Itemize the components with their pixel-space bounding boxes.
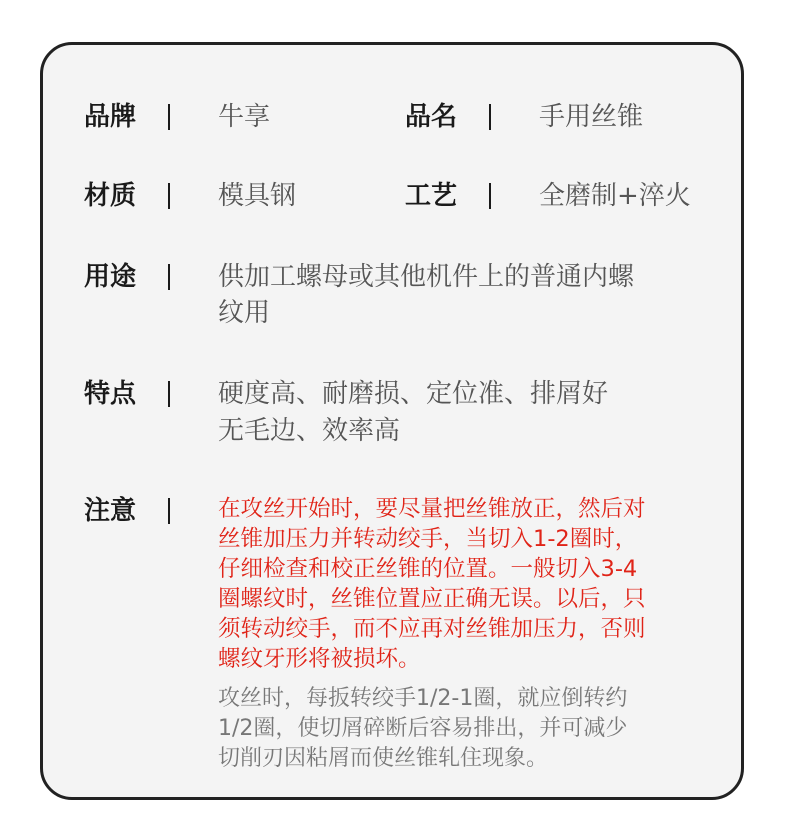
warning-line-3: 仔细检查和校正丝锥的位置。一般切入3-4 [218, 556, 638, 582]
process-label: 工艺 [405, 181, 458, 211]
brand-value: 牛享 [218, 102, 271, 132]
features-line-1: 硬度高、耐磨损、定位准、排屑好 [218, 379, 609, 409]
brand-label: 品牌 [84, 102, 137, 132]
notice-label: 注意 [84, 496, 137, 526]
warning-line-1: 在攻丝开始时，要尽量把丝锥放正，然后对 [218, 496, 646, 522]
material-value: 模具钢 [218, 181, 297, 211]
features-separator [168, 381, 170, 407]
process-value: 全磨制+淬火 [539, 181, 691, 211]
warning-line-5: 须转动绞手，而不应再对丝锥加压力，否则 [218, 616, 646, 642]
tip-line-3: 切削刃因粘屑而使丝锥轧住现象。 [218, 746, 549, 771]
material-separator [168, 183, 170, 209]
tip-line-1: 攻丝时，每扳转绞手1/2-1圈，就应倒转约 [218, 686, 628, 711]
usage-label: 用途 [84, 262, 137, 292]
features-line-2: 无毛边、效率高 [218, 416, 401, 446]
warning-line-2: 丝锥加压力并转动绞手，当切入1-2圈时， [218, 526, 638, 552]
warning-line-4: 圈螺纹时，丝锥位置应正确无误。以后，只 [218, 586, 646, 612]
features-label: 特点 [84, 379, 137, 409]
brand-separator [168, 104, 170, 130]
usage-line-1: 供加工螺母或其他机件上的普通内螺 [218, 262, 635, 292]
name-label: 品名 [405, 102, 458, 132]
notice-separator [168, 498, 170, 524]
tip-line-2: 1/2圈，使切屑碎断后容易排出，并可减少 [218, 716, 628, 741]
usage-line-2: 纹用 [218, 298, 271, 328]
process-separator [489, 183, 491, 209]
name-separator [489, 104, 491, 130]
material-label: 材质 [84, 181, 137, 211]
warning-line-6: 螺纹牙形将被损坏。 [218, 646, 421, 672]
name-value: 手用丝锥 [539, 102, 644, 132]
usage-separator [168, 264, 170, 290]
